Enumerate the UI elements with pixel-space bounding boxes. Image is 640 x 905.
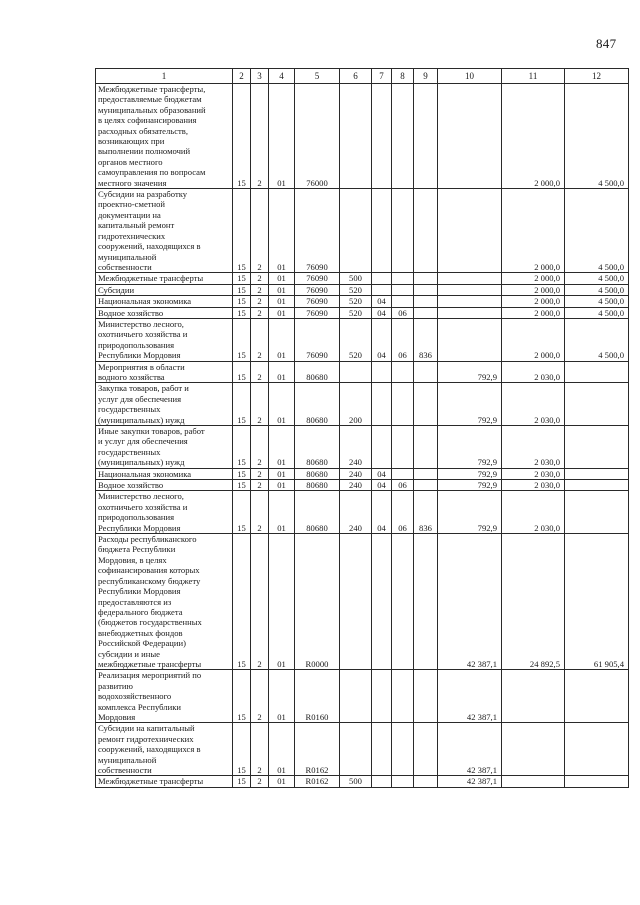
division-cell [372,776,392,787]
expense-type-cell [340,534,372,670]
chapter-cell: 15 [233,534,251,670]
header-cell: 9 [414,69,438,84]
subsection-cell: 01 [269,670,295,723]
row-name-cell: Водное хозяйство [96,307,233,318]
amount-2019-cell [438,273,502,284]
division-cell: 04 [372,296,392,307]
section-cell: 2 [251,723,269,776]
table-row [96,361,629,383]
division-cell: 04 [372,468,392,479]
expense-type-cell: 520 [340,307,372,318]
chapter-cell: 15 [233,670,251,723]
target-article-cell: R0162 [295,776,340,787]
expense-type-cell [340,189,372,273]
section-cell: 2 [251,189,269,273]
table-row [96,468,629,479]
division-cell: 04 [372,480,392,491]
target-article-cell: R0160 [295,670,340,723]
budget-table [95,68,629,788]
amount-2020-cell: 2 000,0 [502,296,565,307]
ministry-cell [414,273,438,284]
table-row [96,670,629,723]
amount-2021-cell [565,491,629,534]
chapter-cell: 15 [233,480,251,491]
subdivision-cell [392,468,414,479]
section-cell: 2 [251,480,269,491]
ministry-cell [414,534,438,670]
division-cell [372,189,392,273]
chapter-cell: 15 [233,361,251,383]
table-row [96,273,629,284]
row-name-cell: Национальная экономика [96,296,233,307]
chapter-cell: 15 [233,273,251,284]
target-article-cell: 80680 [295,383,340,426]
table-row [96,426,629,469]
target-article-cell: 76090 [295,296,340,307]
chapter-cell: 15 [233,296,251,307]
subsection-cell: 01 [269,480,295,491]
amount-2019-cell: 42 387,1 [438,776,502,787]
section-cell: 2 [251,491,269,534]
chapter-cell: 15 [233,776,251,787]
target-article-cell: R0000 [295,534,340,670]
expense-type-cell [340,84,372,189]
table-row [96,284,629,295]
header-cell: 10 [438,69,502,84]
target-article-cell: 80680 [295,426,340,469]
chapter-cell: 15 [233,189,251,273]
target-article-cell: 76000 [295,84,340,189]
subdivision-cell: 06 [392,307,414,318]
ministry-cell: 836 [414,491,438,534]
section-cell: 2 [251,361,269,383]
table-body [96,69,629,788]
header-cell: 3 [251,69,269,84]
row-name-cell: Водное хозяйство [96,480,233,491]
division-cell [372,670,392,723]
subdivision-cell [392,723,414,776]
expense-type-cell: 240 [340,480,372,491]
chapter-cell: 15 [233,318,251,361]
ministry-cell [414,361,438,383]
subdivision-cell: 06 [392,480,414,491]
expense-type-cell: 520 [340,284,372,295]
subdivision-cell [392,84,414,189]
expense-type-cell [340,361,372,383]
subdivision-cell [392,273,414,284]
row-name-cell: Расходы республиканского бюджета Республики Мордовия, в целях софинансирования которых республиканскому бюджету Республики Мордовия предоставляются из федерального бюджета (бюджетов государственных внебюджетных фондов Российской Федерации) субсидии и иные межбюджетные трансферты [96,534,233,670]
ministry-cell [414,307,438,318]
header-cell: 8 [392,69,414,84]
amount-2019-cell [438,318,502,361]
amount-2019-cell: 792,9 [438,426,502,469]
amount-2019-cell: 792,9 [438,383,502,426]
amount-2020-cell: 2 030,0 [502,480,565,491]
amount-2020-cell: 2 000,0 [502,189,565,273]
subdivision-cell [392,383,414,426]
amount-2021-cell: 4 500,0 [565,273,629,284]
ministry-cell [414,84,438,189]
amount-2019-cell [438,307,502,318]
ministry-cell [414,426,438,469]
ministry-cell [414,296,438,307]
amount-2019-cell [438,84,502,189]
section-cell: 2 [251,318,269,361]
amount-2021-cell [565,776,629,787]
target-article-cell: 80680 [295,491,340,534]
subsection-cell: 01 [269,84,295,189]
expense-type-cell: 200 [340,383,372,426]
expense-type-cell: 500 [340,776,372,787]
row-name-cell: Межбюджетные трансферты, предоставляемые бюджетам муниципальных образований в целях софинансирования расходных обязательств, возникающих при выполнении полномочий органов местного самоуправления по вопросам местного значения [96,84,233,189]
amount-2021-cell [565,723,629,776]
amount-2021-cell: 4 500,0 [565,296,629,307]
subdivision-cell [392,776,414,787]
subdivision-cell [392,534,414,670]
section-cell: 2 [251,273,269,284]
subsection-cell: 01 [269,426,295,469]
ministry-cell [414,723,438,776]
expense-type-cell [340,723,372,776]
subdivision-cell [392,361,414,383]
subsection-cell: 01 [269,491,295,534]
section-cell: 2 [251,296,269,307]
target-article-cell: 76090 [295,284,340,295]
amount-2021-cell [565,480,629,491]
ministry-cell [414,468,438,479]
amount-2019-cell: 792,9 [438,491,502,534]
amount-2021-cell: 4 500,0 [565,307,629,318]
row-name-cell: Национальная экономика [96,468,233,479]
amount-2020-cell: 2 000,0 [502,307,565,318]
section-cell: 2 [251,534,269,670]
subsection-cell: 01 [269,776,295,787]
ministry-cell [414,776,438,787]
subsection-cell: 01 [269,361,295,383]
division-cell [372,426,392,469]
row-name-cell: Субсидии на разработку проектно-сметной документации на капитальный ремонт гидротехнических сооружений, находящихся в муниципальной собственности [96,189,233,273]
table-row [96,491,629,534]
table-row [96,776,629,787]
target-article-cell: 76090 [295,273,340,284]
page-number: 847 [596,36,617,51]
chapter-cell: 15 [233,84,251,189]
amount-2021-cell: 4 500,0 [565,318,629,361]
amount-2020-cell [502,670,565,723]
subdivision-cell [392,426,414,469]
table-row [96,307,629,318]
target-article-cell: 80680 [295,361,340,383]
header-row [96,69,629,84]
target-article-cell: 76090 [295,307,340,318]
target-article-cell: R0162 [295,723,340,776]
header-cell: 7 [372,69,392,84]
header-cell: 2 [233,69,251,84]
header-cell: 1 [96,69,233,84]
ministry-cell [414,284,438,295]
amount-2021-cell [565,361,629,383]
amount-2019-cell [438,189,502,273]
table-row [96,318,629,361]
amount-2020-cell: 2 030,0 [502,468,565,479]
amount-2020-cell [502,723,565,776]
subsection-cell: 01 [269,284,295,295]
amount-2019-cell: 42 387,1 [438,723,502,776]
table-row [96,296,629,307]
table-row [96,480,629,491]
division-cell [372,284,392,295]
target-article-cell: 76090 [295,318,340,361]
division-cell [372,84,392,189]
header-cell: 5 [295,69,340,84]
expense-type-cell: 520 [340,296,372,307]
amount-2020-cell: 2 030,0 [502,426,565,469]
table-row [96,84,629,189]
subdivision-cell [392,670,414,723]
section-cell: 2 [251,670,269,723]
amount-2019-cell: 792,9 [438,361,502,383]
amount-2021-cell [565,468,629,479]
division-cell [372,361,392,383]
row-name-cell: Министерство лесного, охотничьего хозяйства и природопользования Республики Мордовия [96,491,233,534]
section-cell: 2 [251,776,269,787]
division-cell [372,534,392,670]
amount-2020-cell: 2 000,0 [502,318,565,361]
amount-2021-cell [565,426,629,469]
subsection-cell: 01 [269,273,295,284]
expense-type-cell: 240 [340,468,372,479]
amount-2019-cell: 792,9 [438,468,502,479]
amount-2020-cell: 2 030,0 [502,491,565,534]
row-name-cell: Субсидии [96,284,233,295]
chapter-cell: 15 [233,723,251,776]
amount-2020-cell: 2 000,0 [502,284,565,295]
header-cell: 4 [269,69,295,84]
row-name-cell: Межбюджетные трансферты [96,776,233,787]
ministry-cell [414,189,438,273]
subsection-cell: 01 [269,383,295,426]
chapter-cell: 15 [233,284,251,295]
division-cell [372,383,392,426]
amount-2021-cell: 4 500,0 [565,284,629,295]
amount-2020-cell: 2 000,0 [502,273,565,284]
division-cell: 04 [372,307,392,318]
amount-2020-cell: 2 030,0 [502,361,565,383]
division-cell: 04 [372,318,392,361]
section-cell: 2 [251,383,269,426]
ministry-cell [414,670,438,723]
ministry-cell [414,383,438,426]
row-name-cell: Межбюджетные трансферты [96,273,233,284]
subsection-cell: 01 [269,296,295,307]
subsection-cell: 01 [269,534,295,670]
division-cell [372,723,392,776]
ministry-cell: 836 [414,318,438,361]
header-cell: 11 [502,69,565,84]
section-cell: 2 [251,426,269,469]
chapter-cell: 15 [233,491,251,534]
chapter-cell: 15 [233,307,251,318]
expense-type-cell: 240 [340,426,372,469]
table-row [96,723,629,776]
amount-2021-cell: 61 905,4 [565,534,629,670]
section-cell: 2 [251,84,269,189]
amount-2019-cell: 792,9 [438,480,502,491]
subdivision-cell: 06 [392,491,414,534]
target-article-cell: 80680 [295,480,340,491]
row-name-cell: Министерство лесного, охотничьего хозяйства и природопользования Республики Мордовия [96,318,233,361]
subdivision-cell: 06 [392,318,414,361]
subdivision-cell [392,189,414,273]
expense-type-cell: 240 [340,491,372,534]
division-cell [372,273,392,284]
target-article-cell: 80680 [295,468,340,479]
subsection-cell: 01 [269,723,295,776]
subsection-cell: 01 [269,307,295,318]
amount-2021-cell [565,670,629,723]
division-cell: 04 [372,491,392,534]
target-article-cell: 76090 [295,189,340,273]
expense-type-cell [340,670,372,723]
expense-type-cell: 500 [340,273,372,284]
amount-2019-cell [438,296,502,307]
amount-2020-cell: 2 000,0 [502,84,565,189]
subsection-cell: 01 [269,189,295,273]
row-name-cell: Иные закупки товаров, работ и услуг для обеспечения государственных (муниципальных) нужд [96,426,233,469]
subsection-cell: 01 [269,318,295,361]
amount-2021-cell: 4 500,0 [565,84,629,189]
chapter-cell: 15 [233,468,251,479]
row-name-cell: Реализация мероприятий по развитию водохозяйственного комплекса Республики Мордовия [96,670,233,723]
subdivision-cell [392,296,414,307]
row-name-cell: Субсидии на капитальный ремонт гидротехнических сооружений, находящихся в муниципальной собственности [96,723,233,776]
row-name-cell: Закупка товаров, работ и услуг для обеспечения государственных (муниципальных) нужд [96,383,233,426]
amount-2021-cell [565,383,629,426]
amount-2021-cell: 4 500,0 [565,189,629,273]
section-cell: 2 [251,468,269,479]
section-cell: 2 [251,307,269,318]
amount-2019-cell [438,284,502,295]
amount-2020-cell: 24 892,5 [502,534,565,670]
amount-2019-cell: 42 387,1 [438,534,502,670]
ministry-cell [414,480,438,491]
table-row [96,189,629,273]
amount-2019-cell: 42 387,1 [438,670,502,723]
amount-2020-cell [502,776,565,787]
header-cell: 12 [565,69,629,84]
row-name-cell: Мероприятия в области водного хозяйства [96,361,233,383]
subsection-cell: 01 [269,468,295,479]
amount-2020-cell: 2 030,0 [502,383,565,426]
expense-type-cell: 520 [340,318,372,361]
header-cell: 6 [340,69,372,84]
table-row [96,534,629,670]
table-row [96,383,629,426]
subdivision-cell [392,284,414,295]
chapter-cell: 15 [233,383,251,426]
chapter-cell: 15 [233,426,251,469]
section-cell: 2 [251,284,269,295]
